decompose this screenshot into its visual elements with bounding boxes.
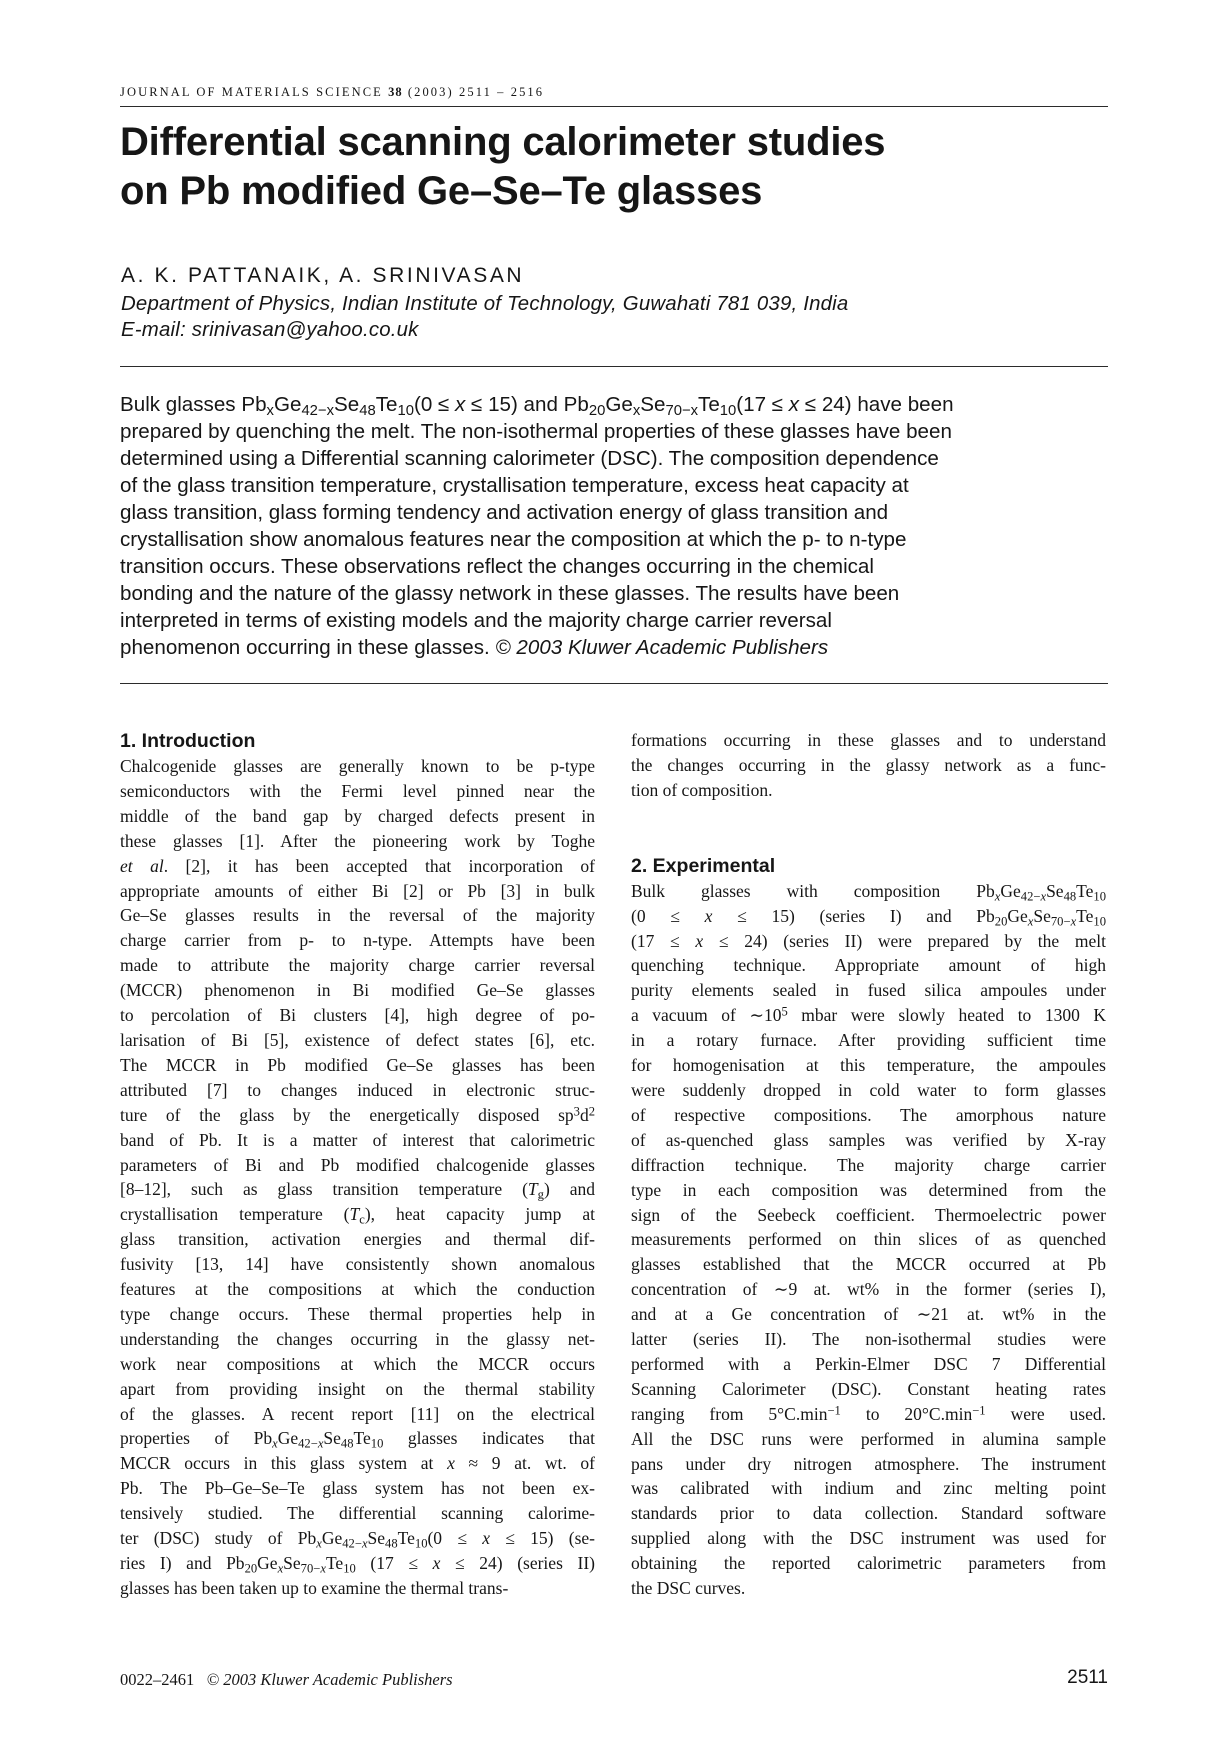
body-line: semiconductors with the Fermi level pinned near the bbox=[120, 780, 595, 801]
body-line: glass transition, activation energies and thermal dif- bbox=[120, 1229, 595, 1250]
body-line: performed with a Perkin-Elmer DSC 7 Differential bbox=[631, 1353, 1106, 1374]
body-line: for homogenisation at this temperature, the ampoules bbox=[631, 1055, 1106, 1076]
issn: 0022–2461 bbox=[120, 1670, 195, 1689]
body-line: of as-quenched glass samples was verified by X-ray bbox=[631, 1129, 1106, 1150]
body-line: appropriate amounts of either Bi [2] or Pb [3] in bulk bbox=[120, 880, 595, 901]
body-line: glasses has been taken up to examine the thermal trans- bbox=[120, 1577, 509, 1598]
body-line: type change occurs. These thermal properties help in bbox=[120, 1303, 595, 1324]
body-line: Scanning Calorimeter (DSC). Constant heating rates bbox=[631, 1378, 1106, 1399]
body-line: Bulk glasses with composition $Pb_xGe_{42-x}Se_{48}Te_{10}$ bbox=[631, 880, 1106, 904]
section-heading-introduction: 1. Introduction bbox=[120, 730, 256, 752]
abstract-line: glass transition, glass forming tendency and activation energy of glass transition and bbox=[120, 501, 889, 524]
volume-number: 38 bbox=[388, 85, 403, 99]
body-line: (0 ≤ x ≤ 15) (series I) and $Pb_{20}Ge_xSe_{70-x}Te_{10}$ bbox=[631, 905, 1107, 929]
abstract-line: prepared by quenching the melt. The non-isothermal properties of these glasses have been bbox=[120, 420, 952, 443]
email: E-mail: srinivasan@yahoo.co.uk bbox=[121, 319, 419, 341]
body-line: tion of composition. bbox=[631, 779, 773, 800]
abstract-line: transition occurs. These observations reflect the changes occurring in the chemical bbox=[120, 555, 874, 578]
body-line: concentration of ∼9 at. wt% in the former (series I), bbox=[631, 1279, 1106, 1300]
body-line: ture of the glass by the energetically disposed $sp^3d^2$ bbox=[120, 1104, 595, 1125]
title-line-2: on Pb modified Ge–Se–Te glasses bbox=[120, 169, 763, 213]
affiliation: Department of Physics, Indian Institute of Technology, Guwahati 781 039, India bbox=[121, 293, 849, 315]
body-line: (MCCR) phenomenon in Bi modified Ge–Se glasses bbox=[120, 980, 595, 1001]
body-line: larisation of Bi [5], existence of defect states [6], etc. bbox=[120, 1029, 595, 1050]
body-line: of respective compositions. The amorphous nature bbox=[631, 1104, 1106, 1125]
affiliation-block bbox=[121, 291, 848, 343]
body-line: formations occurring in these glasses and to understand bbox=[631, 730, 1106, 750]
body-line: attributed [7] to changes induced in electronic struc- bbox=[120, 1079, 595, 1100]
body-line: et al. [2], it has been accepted that incorporation of bbox=[120, 855, 595, 876]
body-line: ter (DSC) study of $Pb_xGe_{42-x}Se_{48}Te_{10}(0 \le x \le 15)$ (se- bbox=[120, 1528, 595, 1551]
body-line: middle of the band gap by charged defects present in bbox=[120, 805, 595, 826]
body-line: purity elements sealed in fused silica ampoules under bbox=[631, 980, 1106, 1001]
body-line: The MCCR in Pb modified Ge–Se glasses has been bbox=[120, 1054, 595, 1075]
header-rule bbox=[120, 106, 1108, 107]
body-line: these glasses [1]. After the pioneering work by Toghe bbox=[120, 830, 595, 851]
body-line: to percolation of Bi clusters [4], high degree of po- bbox=[120, 1005, 595, 1026]
body-line: [8–12], such as glass transition temperature $(T_g)$ and bbox=[120, 1179, 595, 1202]
body-line: made to attribute the majority charge carrier reversal bbox=[120, 955, 595, 976]
journal-name: JOURNAL OF MATERIALS SCIENCE bbox=[120, 85, 383, 99]
title-line-1: Differential scanning calorimeter studies bbox=[120, 120, 886, 164]
body-line: ranging from $5^\circ C.\min^{-1}$ to $20^\circ C.\min^{-1}$ were used. bbox=[631, 1403, 1107, 1424]
body-line: of the glasses. A recent report [11] on the electrical bbox=[120, 1403, 595, 1424]
body-line: tensively studied. The differential scanning calorime- bbox=[120, 1503, 595, 1524]
year-pages: (2003) 2511 – 2516 bbox=[407, 85, 545, 99]
body-line: features at the compositions at which the conduction bbox=[120, 1279, 595, 1300]
body-line: All the DSC runs were performed in alumina sample bbox=[631, 1428, 1106, 1449]
body-line: in a rotary furnace. After providing sufficient time bbox=[631, 1030, 1106, 1051]
body-line: ries I) and $Pb_{20}Ge_xSe_{70-x}Te_{10}$ (17 ≤ x ≤ 24) (series II) bbox=[120, 1553, 595, 1576]
body-line: Pb. The Pb–Ge–Se–Te glass system has not been ex- bbox=[120, 1478, 595, 1499]
right-column bbox=[631, 728, 1106, 1601]
running-head bbox=[120, 85, 544, 100]
body-line: supplied along with the DSC instrument was used for bbox=[631, 1528, 1106, 1549]
body-line: type in each composition was determined from the bbox=[631, 1179, 1106, 1200]
section-gap bbox=[631, 803, 1106, 853]
body-line: crystallisation temperature $(T_c)$, heat capacity jump at bbox=[120, 1204, 595, 1227]
body-line: (17 ≤ x ≤ 24) (series II) were prepared by the melt bbox=[631, 930, 1106, 951]
body-line: the changes occurring in the glassy network as a func- bbox=[631, 754, 1106, 775]
body-line: MCCR occurs in this glass system at x ≈ 9 at. wt. of bbox=[120, 1453, 596, 1474]
body-line: a vacuum of $\sim 10^5$ mbar were slowly heated to 1300 K bbox=[631, 1004, 1106, 1026]
body-line: Ge–Se glasses results in the reversal of the majority bbox=[120, 905, 595, 926]
body-line: the DSC curves. bbox=[631, 1578, 746, 1599]
body-line: glasses established that the MCCR occurred at Pb bbox=[631, 1254, 1106, 1275]
abstract-line: bonding and the nature of the glassy network in these glasses. The results have been bbox=[120, 582, 900, 605]
abstract-line: Bulk glasses $Pb_xGe_{42-x}Se_{48}Te_{10}(0 \le x \le 15)$ and $Pb_{20}Ge_xSe_{70-x}Te_{10}(17 \le x \le 24)$ have been bbox=[120, 393, 954, 420]
body-line: fusivity [13, 14] have consistently shown anomalous bbox=[120, 1254, 595, 1275]
body-line: understanding the changes occurring in the glassy net- bbox=[120, 1328, 595, 1349]
abstract-line: of the glass transition temperature, crystallisation temperature, excess heat capacity at bbox=[120, 474, 909, 497]
abstract-bottom-rule bbox=[120, 683, 1108, 684]
body-line: parameters of Bi and Pb modified chalcogenide glasses bbox=[120, 1154, 595, 1175]
abstract-line: interpreted in terms of existing models and the majority charge carrier reversal bbox=[120, 609, 832, 632]
section-heading-experimental: 2. Experimental bbox=[631, 854, 776, 877]
body-line: work near compositions at which the MCCR occurs bbox=[120, 1353, 595, 1374]
body-line: diffraction technique. The majority charge carrier bbox=[631, 1154, 1106, 1175]
body-line: quenching technique. Appropriate amount of high bbox=[631, 955, 1106, 976]
body-line: standards prior to data collection. Standard software bbox=[631, 1503, 1106, 1524]
body-line: measurements performed on thin slices of as quenched bbox=[631, 1229, 1106, 1250]
body-line: sign of the Seebeck coefficient. Thermoelectric power bbox=[631, 1204, 1106, 1225]
footer-left bbox=[120, 1670, 453, 1690]
abstract-line: phenomenon occurring in these glasses. © 2003 Kluwer Academic Publishers bbox=[120, 636, 829, 659]
body-line: band of Pb. It is a matter of interest that calorimetric bbox=[120, 1129, 595, 1150]
body-line: Chalcogenide glasses are generally known to be p-type bbox=[120, 756, 595, 776]
abstract-line: determined using a Differential scanning calorimeter (DSC). The composition dependence bbox=[120, 447, 939, 470]
body-line: latter (series II). The non-isothermal studies were bbox=[631, 1329, 1106, 1350]
body-line: were suddenly dropped in cold water to form glasses bbox=[631, 1079, 1106, 1100]
page-number: 2511 bbox=[1067, 1667, 1108, 1688]
left-column bbox=[120, 728, 595, 1601]
article-title bbox=[120, 118, 1120, 216]
body-line: charge carrier from p- to n-type. Attempts have been bbox=[120, 930, 595, 951]
body-line: and at a Ge concentration of ∼21 at. wt% in the bbox=[631, 1304, 1106, 1325]
footer-copyright: © 2003 Kluwer Academic Publishers bbox=[206, 1670, 453, 1689]
body-line: obtaining the reported calorimetric parameters from bbox=[631, 1553, 1106, 1574]
abstract-copyright: © 2003 Kluwer Academic Publishers bbox=[495, 636, 829, 659]
abstract-top-rule bbox=[120, 366, 1108, 367]
abstract-line: crystallisation show anomalous features near the composition at which the p- to n-type bbox=[120, 528, 907, 551]
body-line: was calibrated with indium and zinc melting point bbox=[631, 1478, 1106, 1499]
authors: A. K. PATTANAIK, A. SRINIVASAN bbox=[121, 264, 525, 287]
body-line: properties of $Pb_xGe_{42-x}Se_{48}Te_{10}$ glasses indicates that bbox=[120, 1428, 595, 1451]
body-line: pans under dry nitrogen atmosphere. The instrument bbox=[631, 1453, 1106, 1474]
body-line: apart from providing insight on the thermal stability bbox=[120, 1378, 595, 1399]
abstract bbox=[120, 391, 1108, 661]
